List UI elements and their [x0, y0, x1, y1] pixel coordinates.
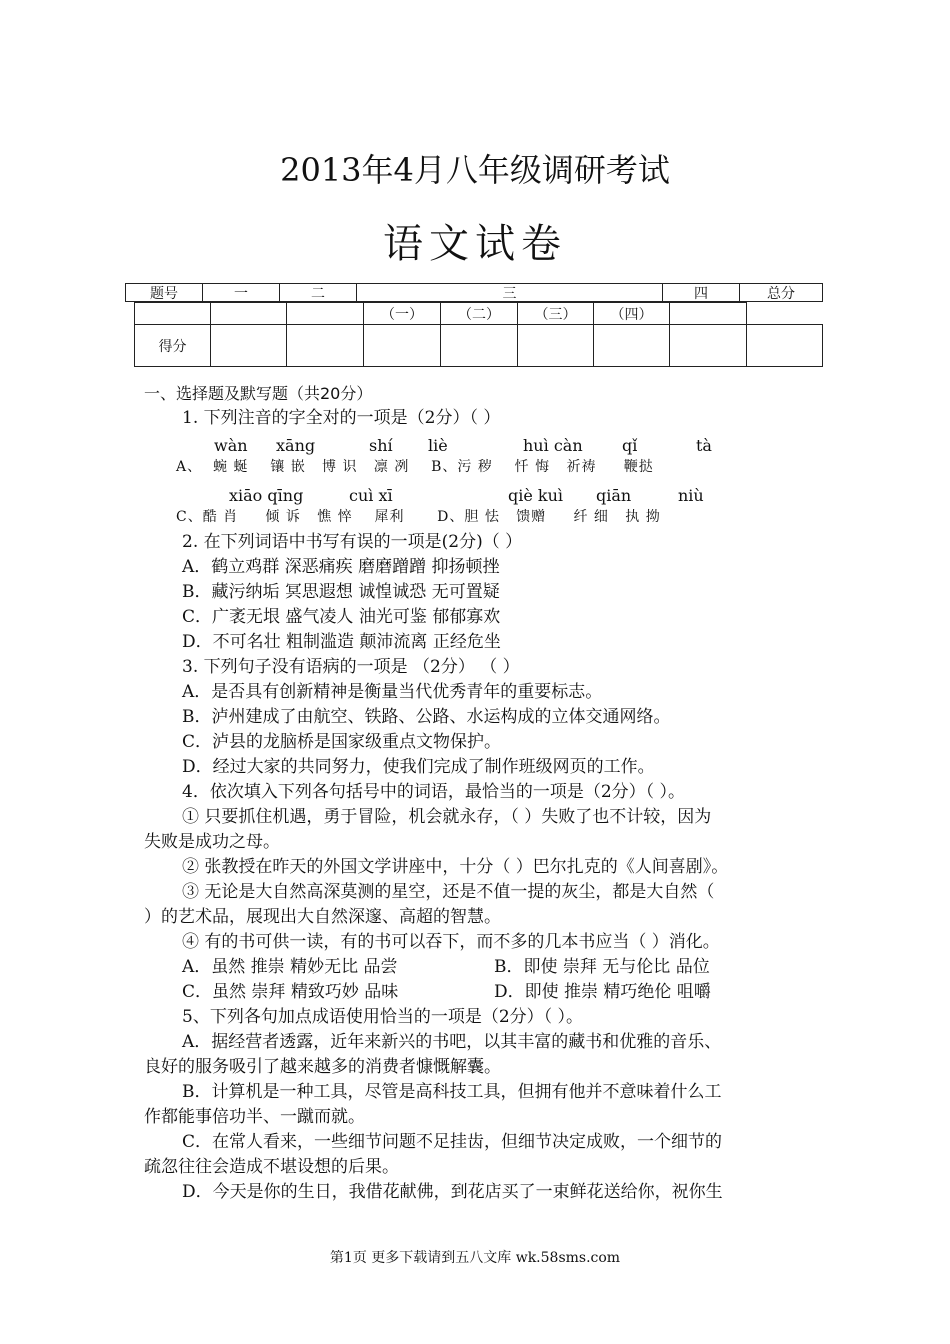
- sentence-line: ① 只要抓住机遇，勇于冒险，机会就永存，（ ）失败了也不计较，因为: [182, 807, 712, 827]
- option-b: B．即使 崇拜 无与伦比 品位: [494, 957, 710, 977]
- table-header-cell: 总分: [739, 283, 823, 302]
- sentence-line: ）的艺术品，展现出大自然深邃、高超的智慧。: [144, 907, 501, 927]
- score-cell[interactable]: [517, 324, 594, 367]
- table-subheader-cell: （四）: [593, 302, 670, 325]
- exam-title: 2013年4月八年级调研考试: [280, 151, 670, 189]
- paper-title: 语文试卷: [383, 221, 567, 267]
- pinyin: shí: [369, 436, 393, 455]
- table-cell: [210, 302, 287, 325]
- sentence-line: ④ 有的书可供一读，有的书可以吞下，而不多的几本书应当（ ）消化。: [182, 932, 720, 952]
- option-a: A．虽然 推崇 精妙无比 品尝: [182, 957, 398, 977]
- score-cell[interactable]: [210, 324, 287, 367]
- table-header-cell: 题号: [125, 283, 203, 302]
- pinyin: qiān: [596, 486, 632, 505]
- table-cell: [286, 302, 364, 325]
- table-header-cell: 一: [202, 283, 280, 302]
- pinyin: cuì xī: [349, 486, 393, 505]
- option-line: D．不可名壮 粗制滥造 颠沛流离 正经危坐: [182, 632, 501, 652]
- option-line: D．今天是你的生日，我借花献佛，到花店买了一束鲜花送给你，祝你生: [182, 1182, 723, 1202]
- option-line: A．据经营者透露，近年来新兴的书吧，以其丰富的藏书和优雅的音乐、: [182, 1032, 722, 1052]
- page-footer: 第1页 更多下载请到五八文库 wk.58sms.com: [329, 1250, 621, 1266]
- option-line: 作都能事倍功半、一蹴而就。: [144, 1107, 365, 1127]
- pinyin: tà: [696, 436, 712, 455]
- table-row-label: 得分: [134, 324, 211, 367]
- option-line: 良好的服务吸引了越来越多的消费者慷慨解囊。: [144, 1057, 501, 1077]
- score-cell[interactable]: [440, 324, 518, 367]
- table-subheader-cell: （二）: [440, 302, 518, 325]
- score-cell[interactable]: [286, 324, 364, 367]
- question-stem: 1. 下列注音的字全对的一项是（2分）（ ）: [182, 408, 501, 428]
- option-d: D．即使 推崇 精巧绝伦 咀嚼: [494, 982, 711, 1002]
- option-line: C．广袤无垠 盛气凌人 油光可鉴 郁郁寡欢: [182, 607, 501, 627]
- pinyin: niù: [678, 486, 704, 505]
- table-cell: [669, 302, 747, 325]
- table-header-cell: 四: [662, 283, 740, 302]
- option-line: D．经过大家的共同努力，使我们完成了制作班级网页的工作。: [182, 757, 655, 777]
- pinyin: xāng: [276, 436, 316, 455]
- option-line: C．在常人看来，一些细节问题不足挂齿，但细节决定成败，一个细节的: [182, 1132, 723, 1152]
- option-line: B．计算机是一种工具，尽管是高科技工具，但拥有他并不意味着什么工: [182, 1082, 722, 1102]
- pinyin: qiè kuì: [508, 486, 564, 505]
- score-cell[interactable]: [363, 324, 441, 367]
- table-header-cell: 三: [356, 283, 663, 302]
- option-line: B．泸州建成了由航空、铁路、公路、水运构成的立体交通网络。: [182, 707, 671, 727]
- question-stem: 4．依次填入下列各句括号中的词语，最恰当的一项是（2分）（ ）。: [182, 782, 686, 802]
- option-line: A．鹤立鸡群 深恶痛疾 磨磨蹭蹭 抑扬顿挫: [182, 557, 500, 577]
- sentence-line: ③ 无论是大自然高深莫测的星空，还是不值一提的灰尘，都是大自然（: [182, 882, 715, 902]
- sentence-line: 失败是成功之母。: [144, 832, 280, 852]
- pinyin: xiāo qīng: [229, 486, 304, 505]
- option-line: A．是否具有创新精神是衡量当代优秀青年的重要标志。: [182, 682, 603, 702]
- table-header-cell: 二: [279, 283, 357, 302]
- question-options: A、 蜿 蜒 镶 嵌 博 识 凛 冽 B、污 秽 忏 悔 祈祷 鞭挞: [176, 459, 654, 475]
- option-line: C．泸县的龙脑桥是国家级重点文物保护。: [182, 732, 502, 752]
- total-score-cell[interactable]: [746, 324, 823, 367]
- table-subheader-cell: （一）: [363, 302, 441, 325]
- question-options: C、酷 肖 倾 诉 憔 悴 犀利 D、胆 怯 馈赠 纤 细 执 拗: [176, 509, 661, 525]
- option-c: C．虽然 崇拜 精致巧妙 品味: [182, 982, 399, 1002]
- pinyin: liè: [428, 436, 448, 455]
- table-subheader-cell: （三）: [517, 302, 594, 325]
- pinyin: wàn: [214, 436, 248, 455]
- question-stem: 5、下列各句加点成语使用恰当的一项是（2分）（ ）。: [182, 1007, 584, 1027]
- score-cell[interactable]: [669, 324, 747, 367]
- question-stem: 3. 下列句子没有语病的一项是 （2分） （ ）: [182, 657, 520, 677]
- pinyin: huì càn: [523, 436, 583, 455]
- table-cell: [134, 302, 211, 325]
- option-line: B．藏污纳垢 冥思遐想 诚惶诚恐 无可置疑: [182, 582, 500, 602]
- option-line: 疏忽往往会造成不堪设想的后果。: [144, 1157, 399, 1177]
- score-cell[interactable]: [593, 324, 670, 367]
- section-heading: 一、选择题及默写题（共20分）: [144, 384, 373, 403]
- question-stem: 2. 在下列词语中书写有误的一项是(2分)（ ）: [182, 532, 523, 552]
- sentence-line: ② 张教授在昨天的外国文学讲座中，十分（ ）巴尔扎克的《人间喜剧》。: [182, 857, 729, 877]
- pinyin: qǐ: [622, 436, 638, 455]
